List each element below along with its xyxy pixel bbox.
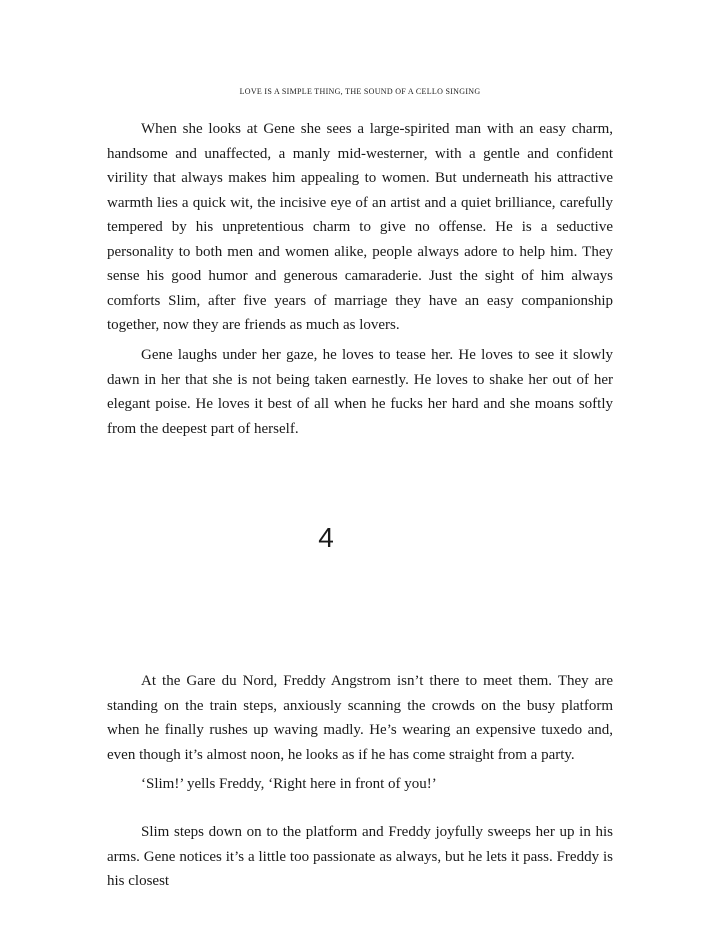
chapter-number: 4 xyxy=(318,522,334,553)
body-paragraph-5 xyxy=(107,820,613,894)
body-paragraph-1 xyxy=(107,117,613,338)
body-paragraph-4 xyxy=(107,772,613,797)
body-paragraph-3 xyxy=(107,669,613,767)
paragraph-text: At the Gare du Nord, Freddy Angstrom isn’t there to meet them. They are standing on the train steps, anxiously scanning the crowds on the busy platform when he finally rushes up waving madly. He’s wearing an expensive tuxedo and, even though it’s almost noon, he looks as if he has come straight from a party. xyxy=(107,673,613,763)
body-paragraph-2 xyxy=(107,343,613,441)
paragraph-text: ‘Slim!’ yells Freddy, ‘Right here in front of you!’ xyxy=(141,776,437,792)
paragraph-text: When she looks at Gene she sees a large-spirited man with an easy charm, handsome and unaffected, a manly mid-westerner, with a gentle and confident virility that always makes him appealing to women. But underneath his attractive warmth lies a quick wit, the incisive eye of an artist and a quiet brilliance, carefully tempered by his unpretentious charm to give no offense. He is a seductive personality to both men and women alike, people always adore to help him. They sense his good humor and generous camaraderie. Just the sight of him always comforts Slim, after five years of marriage they have an easy companionship together, now they are friends as much as lovers. xyxy=(107,121,613,333)
paragraph-text: Gene laughs under her gaze, he loves to tease her. He loves to see it slowly dawn in her that she is not being taken earnestly. He loves to shake her out of her elegant poise. He loves it best of all when he fucks her hard and she moans softly from the deepest part of herself. xyxy=(107,347,613,437)
paragraph-text: Slim steps down on to the platform and Freddy joyfully sweeps her up in his arms. Gene notices it’s a little too passionate as always, but he lets it pass. Freddy is his closest xyxy=(107,824,613,889)
running-header: LOVE IS A SIMPLE THING, THE SOUND OF A CELLO SINGING xyxy=(239,87,481,96)
